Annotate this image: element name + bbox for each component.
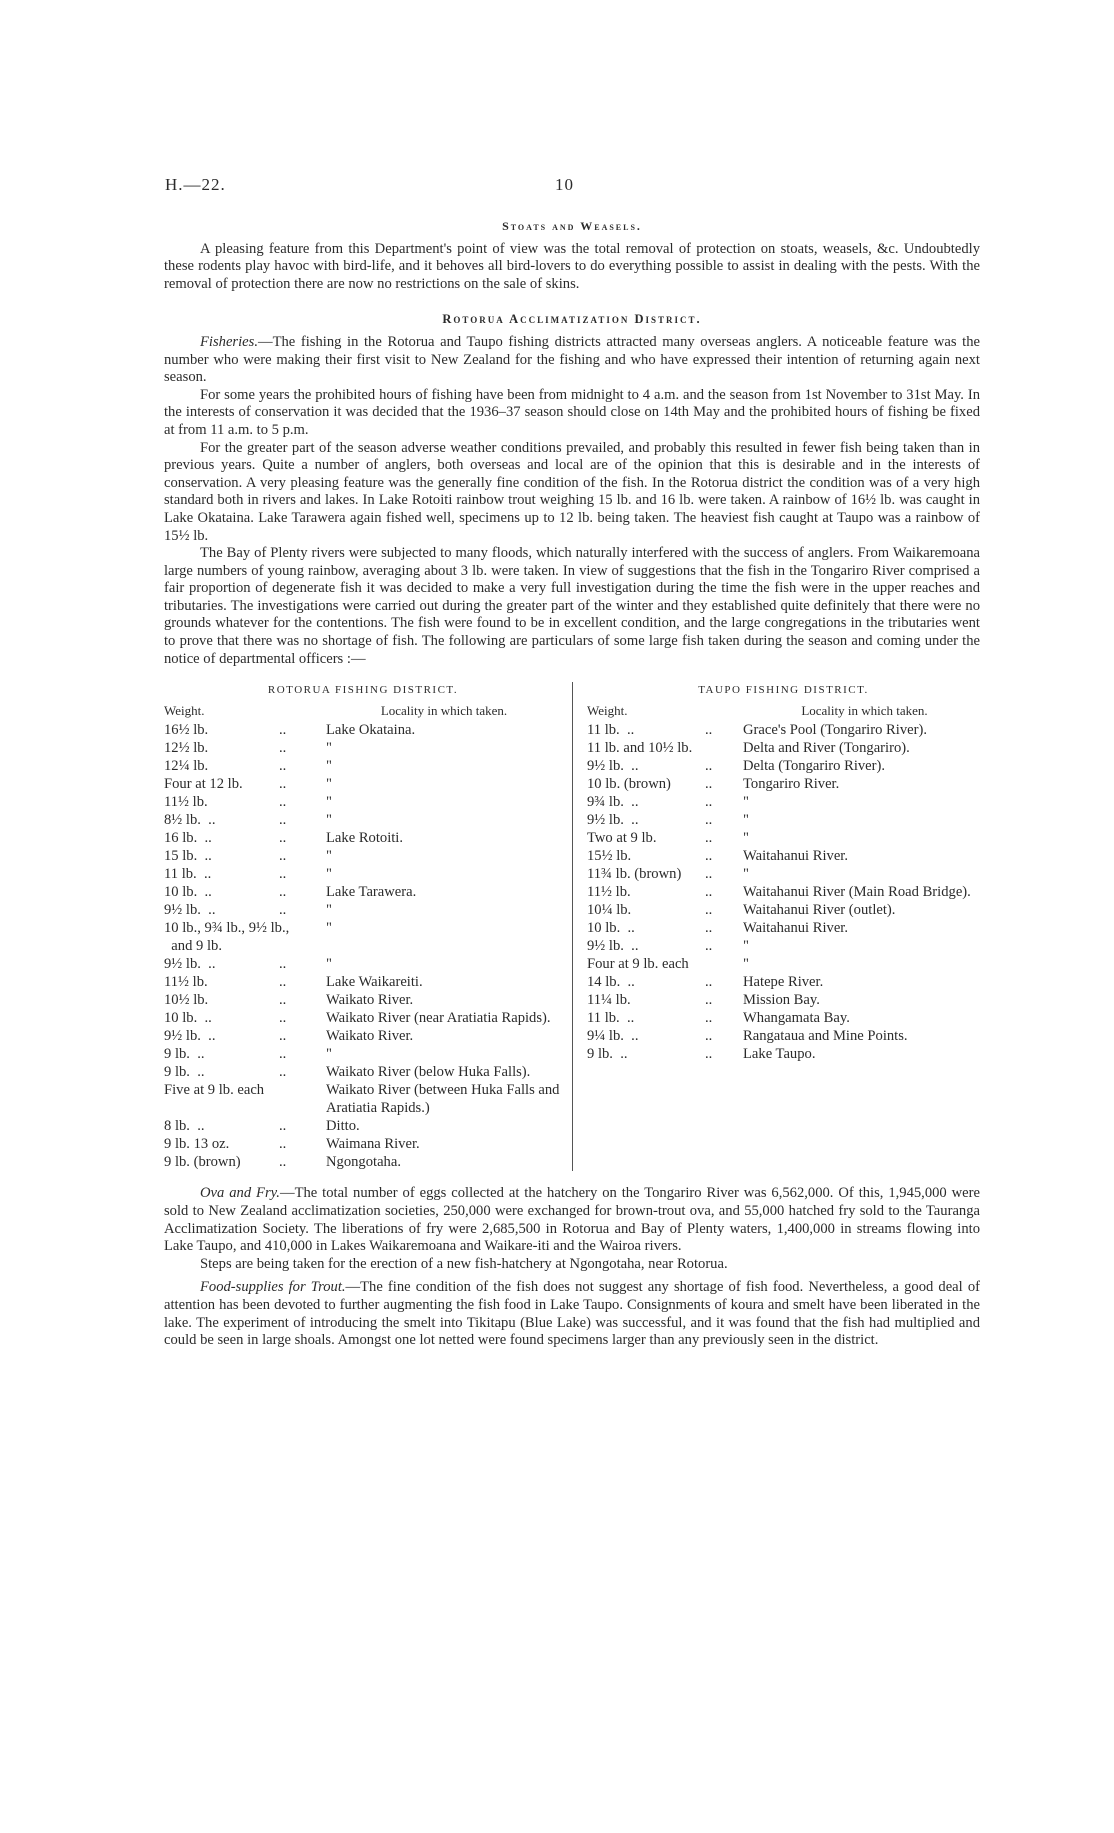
- locality-cell: ": [743, 812, 749, 829]
- locality-cell: Lake Rotoiti.: [326, 830, 404, 847]
- leader-cell: ..: [279, 866, 287, 883]
- locality-cell: ": [743, 938, 749, 955]
- fish-tables: [164, 682, 980, 1171]
- locality-cell: ": [326, 866, 332, 883]
- table-row: [587, 847, 980, 865]
- table-row: [164, 1153, 562, 1171]
- locality-cell: [326, 937, 562, 955]
- weight-cell: 9½ lb. ..: [587, 758, 639, 775]
- leader-cell: ..: [279, 830, 287, 847]
- weight-column-header: Weight.: [164, 702, 205, 718]
- table-row: [587, 1027, 980, 1045]
- weight-cell: 9½ lb. ..: [164, 956, 216, 973]
- locality-cell: Lake Waikareiti.: [326, 974, 423, 991]
- ova-text: —The total number of eggs collected at the hatchery on the Tongariro River was 6,562,000. Of this, 1,945,000 were sold to New Zealand acclimatization societies, 250,000 were exchanged for brown-trout ova, and 55,000 hatched fry sold to the Tauranga Acclimatization Society. The liberations of fry were 2,685,500 in Rotorua and Bay of Plenty waters, 1,400,000 in streams flowing into Lake Taupo, and 410,000 in Lakes Waikaremoana and Waikare-iti and the Wairoa rivers.: [164, 1185, 980, 1255]
- locality-cell: Waitahanui River.: [743, 848, 849, 865]
- weight-cell: and 9 lb.: [164, 938, 222, 955]
- weight-cell: 14 lb. ..: [587, 974, 635, 991]
- table-row: [587, 793, 980, 811]
- leader-cell: ..: [279, 1046, 287, 1063]
- table-row: [587, 811, 980, 829]
- locality-cell: ": [326, 758, 332, 775]
- table-row: [164, 739, 562, 757]
- rotorua-table-body: [164, 721, 562, 1171]
- leader-cell: ..: [279, 794, 287, 811]
- leader-cell: ..: [279, 740, 287, 757]
- table-row: [587, 757, 980, 775]
- leader-cell: ..: [279, 884, 287, 901]
- page-reference: H.—22.: [165, 175, 226, 194]
- weight-cell: 15 lb. ..: [164, 848, 212, 865]
- weight-cell: 11 lb. ..: [587, 722, 635, 739]
- rotorua-table-caption: ROTORUA FISHING DISTRICT.: [267, 684, 459, 697]
- locality-cell: ": [326, 920, 332, 937]
- table-row: [164, 721, 562, 739]
- locality-cell: ": [743, 866, 749, 883]
- table-row: [164, 1063, 562, 1081]
- weight-cell: 11¼ lb.: [587, 992, 631, 1009]
- leader-cell: ..: [705, 848, 713, 865]
- leader-cell: ..: [705, 884, 713, 901]
- weight-cell: 8½ lb. ..: [164, 812, 216, 829]
- table-row: [164, 919, 562, 937]
- weight-cell: 10 lb. ..: [164, 1010, 212, 1027]
- table-row: [587, 937, 980, 955]
- weight-cell: 9½ lb. ..: [164, 902, 216, 919]
- leader-cell: [279, 937, 326, 955]
- locality-cell: Waikato River.: [326, 992, 414, 1009]
- locality-cell: Ngongotaha.: [326, 1154, 401, 1171]
- table-row: [587, 883, 980, 901]
- locality-cell: ": [326, 776, 332, 793]
- leader-cell: ..: [705, 974, 713, 991]
- weight-cell: 9½ lb. ..: [587, 938, 639, 955]
- food-label: Food-supplies for Trout.: [200, 1279, 346, 1296]
- fisheries-text: —The fishing in the Rotorua and Taupo fishing districts attracted many overseas anglers. A noticeable feature was the number who were making their first visit to New Zealand for the fishing and who have expressed their intention of returning again next season.: [164, 333, 980, 386]
- conditions-paragraph: For the greater part of the season adverse weather conditions prevailed, and probably this resulted in fewer fish being taken than in previous years. Quite a number of anglers, both overseas and local are of the opinion that this is desirable and in the interests of conservation. A very pleasing feature was the generally fine condition of the fish. In the Rotorua district the condition was of a very high standard both in rivers and lakes. In Lake Rotoiti rainbow trout weighing 15 lb. and 16 lb. were taken. A rainbow of 16½ lb. was caught in Lake Okataina. Lake Tarawera again fished well, specimens up to 12 lb. being taken. The heaviest fish caught at Taupo was a rainbow of 15½ lb.: [164, 439, 980, 544]
- food-paragraph: [164, 1279, 980, 1349]
- locality-column-header: Locality in which taken.: [380, 702, 508, 718]
- leader-cell: ..: [279, 956, 287, 973]
- hatchery-paragraph: Steps are being taken for the erection of a new fish-hatchery at Ngongotaha, near Rotorua.: [200, 1255, 728, 1272]
- leader-cell: ..: [279, 992, 287, 1009]
- table-row: [164, 865, 562, 883]
- leader-cell: ..: [705, 794, 713, 811]
- leader-cell: ..: [279, 1136, 287, 1153]
- table-row: [164, 1009, 562, 1027]
- weight-cell: Two at 9 lb.: [587, 830, 657, 847]
- table-row: [587, 973, 980, 991]
- leader-cell: ..: [279, 974, 287, 991]
- weight-cell: 12¼ lb.: [164, 758, 209, 775]
- taupo-fish-table: [573, 682, 980, 1171]
- table-row: [164, 1027, 562, 1045]
- locality-cell: Rangataua and Mine Points.: [743, 1028, 908, 1045]
- table-row: [587, 739, 980, 757]
- locality-cell: Lake Tarawera.: [326, 884, 417, 901]
- weight-cell: 11 lb. ..: [164, 866, 212, 883]
- leader-cell: ..: [705, 866, 713, 883]
- table-row: [164, 955, 562, 973]
- locality-cell: Hatepe River.: [743, 974, 824, 991]
- table-row: [164, 1135, 562, 1153]
- locality-cell: Waimana River.: [326, 1136, 420, 1153]
- table-row: [587, 919, 980, 937]
- leader-cell: [279, 1081, 326, 1117]
- weight-cell: 9 lb. ..: [164, 1064, 205, 1081]
- rotorua-heading: Rotorua Acclimatization District.: [442, 312, 702, 327]
- table-row: [587, 829, 980, 847]
- taupo-table-header: [587, 702, 980, 720]
- weight-cell: 9½ lb. ..: [587, 812, 639, 829]
- table-row: [164, 1045, 562, 1063]
- weight-cell: 11½ lb.: [164, 974, 208, 991]
- locality-cell: Lake Taupo.: [743, 1046, 816, 1063]
- table-row: [587, 901, 980, 919]
- leader-cell: ..: [279, 812, 287, 829]
- ova-paragraph: [164, 1185, 980, 1255]
- table-row: [164, 847, 562, 865]
- locality-cell: Ditto.: [326, 1118, 360, 1135]
- locality-cell: Waikato River (between Huka Falls and Aratiatia Rapids.): [326, 1082, 560, 1117]
- locality-cell: ": [743, 830, 749, 847]
- leader-cell: ..: [705, 1046, 713, 1063]
- locality-cell: Waikato River (near Aratiatia Rapids).: [326, 1010, 551, 1027]
- weight-cell: Four at 9 lb. each: [587, 956, 689, 973]
- leader-cell: ..: [279, 902, 287, 919]
- locality-cell: Whangamata Bay.: [743, 1010, 850, 1027]
- locality-cell: ": [326, 848, 332, 865]
- leader-cell: ..: [705, 722, 713, 739]
- locality-cell: ": [326, 740, 332, 757]
- locality-cell: Grace's Pool (Tongariro River).: [743, 722, 927, 739]
- table-row: [164, 811, 562, 829]
- locality-cell: ": [326, 812, 332, 829]
- locality-cell: Waitahanui River (outlet).: [743, 902, 896, 919]
- weight-cell: 12½ lb.: [164, 740, 209, 757]
- locality-cell: Mission Bay.: [743, 992, 820, 1009]
- locality-cell: Waikato River (below Huka Falls).: [326, 1064, 531, 1081]
- weight-cell: Four at 12 lb.: [164, 776, 243, 793]
- table-row: [587, 955, 980, 973]
- leader-cell: ..: [705, 1028, 713, 1045]
- locality-cell: ": [326, 1046, 332, 1063]
- leader-cell: ..: [279, 848, 287, 865]
- weight-cell: 8 lb. ..: [164, 1118, 205, 1135]
- table-row: [587, 1009, 980, 1027]
- weight-cell: 11½ lb.: [164, 794, 208, 811]
- leader-cell: ..: [705, 812, 713, 829]
- leader-cell: ..: [705, 992, 713, 1009]
- weight-cell: 9 lb. ..: [587, 1046, 628, 1063]
- weight-cell: 9½ lb. ..: [164, 1028, 216, 1045]
- weight-cell: 9¾ lb. ..: [587, 794, 639, 811]
- fisheries-label: Fisheries.: [200, 333, 258, 350]
- leader-cell: ..: [279, 1064, 287, 1081]
- leader-cell: [279, 919, 326, 937]
- leader-cell: ..: [279, 722, 287, 739]
- weight-cell: 11 lb. ..: [587, 1010, 635, 1027]
- weight-cell: 9 lb. ..: [164, 1046, 205, 1063]
- locality-cell: Delta and River (Tongariro).: [743, 740, 910, 757]
- weight-cell: 11 lb. and 10½ lb.: [587, 740, 693, 757]
- leader-cell: ..: [705, 938, 713, 955]
- locality-cell: ": [326, 902, 332, 919]
- fisheries-paragraph: [164, 334, 980, 387]
- weight-cell: 11½ lb.: [587, 884, 631, 901]
- locality-cell: ": [743, 794, 749, 811]
- locality-cell: ": [326, 956, 332, 973]
- weight-cell: 9 lb. 13 oz.: [164, 1136, 230, 1153]
- leader-cell: ..: [705, 902, 713, 919]
- weight-cell: 15½ lb.: [587, 848, 632, 865]
- taupo-table-caption: TAUPO FISHING DISTRICT.: [698, 684, 869, 697]
- rotorua-fish-table: [164, 682, 573, 1171]
- stoats-heading: Stoats and Weasels.: [502, 219, 642, 233]
- locality-column-header: Locality in which taken.: [801, 702, 928, 718]
- locality-cell: Tongariro River.: [743, 776, 840, 793]
- leader-cell: ..: [705, 758, 713, 775]
- leader-cell: ..: [279, 1028, 287, 1045]
- table-row: [164, 973, 562, 991]
- table-row: [164, 775, 562, 793]
- table-row: [164, 1081, 562, 1117]
- locality-cell: ": [743, 956, 749, 973]
- table-row: [587, 991, 980, 1009]
- weight-cell: 10¼ lb.: [587, 902, 632, 919]
- leader-cell: ..: [279, 776, 287, 793]
- leader-cell: ..: [279, 1118, 287, 1135]
- season-paragraph: For some years the prohibited hours of fishing have been from midnight to 4 a.m. and the season from 1st November to 31st May. In the interests of conservation it was decided that the 1936–37 season should close on 14th May and the prohibited hours of fishing be fixed at from 11 a.m. to 5 p.m.: [164, 386, 980, 438]
- table-row: [164, 829, 562, 847]
- table-row: [587, 865, 980, 883]
- table-row: [164, 883, 562, 901]
- weight-cell: 10 lb. ..: [587, 920, 635, 937]
- weight-cell: 16 lb. ..: [164, 830, 212, 847]
- page-number: 10: [555, 175, 574, 194]
- leader-cell: [705, 955, 743, 973]
- bay-of-plenty-paragraph: The Bay of Plenty rivers were subjected to many floods, which naturally interfered with the success of anglers. From Waikaremoana large numbers of young rainbow, averaging about 3 lb. were taken. In view of suggestions that the fish in the Tongariro River comprised a fair proportion of degenerate fish it was decided to make a very full investigation during the time the fish were in the upper reaches and tributaries. The investigations were carried out during the greater part of the winter and they established quite definitely that there were no grounds whatever for the contentions. The fish were found to be in excellent condition, and the large congregations in the tributaries went to prove that there was no shortage of fish. The following are particulars of some large fish taken during the season and coming under the notice of departmental officers :—: [164, 545, 980, 667]
- table-row: [587, 1045, 980, 1063]
- table-row: [164, 937, 562, 955]
- table-row: [587, 721, 980, 739]
- locality-cell: Waikato River.: [326, 1028, 414, 1045]
- leader-cell: ..: [279, 1154, 287, 1171]
- leader-cell: ..: [705, 1010, 713, 1027]
- leader-cell: ..: [279, 1010, 287, 1027]
- food-text: —The fine condition of the fish does not suggest any shortage of fish food. Nevertheless, a good deal of attention has been devoted to further augmenting the fish food in Lake Taupo. Consignments of koura and smelt have been liberated in the lake. The experiment of introducing the smelt into Tikitapu (Blue Lake) was successful, and it was found that the fish had multiplied and could be seen in large shoals. Amongst one lot netted were found specimens larger than any previously seen in the district.: [164, 1279, 980, 1349]
- weight-cell: 16½ lb.: [164, 722, 209, 739]
- locality-cell: Delta (Tongariro River).: [743, 758, 886, 775]
- weight-cell: 9 lb. (brown): [164, 1154, 241, 1171]
- weight-cell: 10 lb. ..: [164, 884, 212, 901]
- leader-cell: [705, 739, 743, 757]
- table-row: [164, 901, 562, 919]
- weight-cell: 10½ lb.: [164, 992, 209, 1009]
- table-row: [164, 1117, 562, 1135]
- locality-cell: Waitahanui River (Main Road Bridge).: [743, 884, 971, 901]
- table-row: [164, 991, 562, 1009]
- table-row: [164, 793, 562, 811]
- table-row: [164, 757, 562, 775]
- leader-cell: ..: [705, 830, 713, 847]
- rotorua-table-header: [164, 702, 562, 720]
- ova-label: Ova and Fry.: [200, 1185, 280, 1202]
- weight-cell: 10 lb. (brown): [587, 776, 671, 793]
- locality-cell: Lake Okataina.: [326, 722, 416, 739]
- locality-cell: Waitahanui River.: [743, 920, 849, 937]
- leader-cell: ..: [279, 758, 287, 775]
- weight-cell: Five at 9 lb. each: [164, 1082, 265, 1099]
- taupo-table-body: [587, 721, 980, 1063]
- locality-cell: ": [326, 794, 332, 811]
- weight-cell: 9¼ lb. ..: [587, 1028, 639, 1045]
- weight-cell: 11¾ lb. (brown): [587, 866, 682, 883]
- leader-cell: ..: [705, 776, 713, 793]
- weight-column-header: Weight.: [587, 702, 628, 718]
- stoats-paragraph: A pleasing feature from this Department's point of view was the total removal of protection on stoats, weasels, &c. Undoubtedly these rodents play havoc with bird-life, and it behoves all bird-lovers to do everything possible to assist in dealing with the pests. With the removal of protection there are now no restrictions on the sale of skins.: [164, 240, 980, 292]
- weight-cell: 10 lb., 9¾ lb., 9½ lb.,: [164, 920, 290, 937]
- table-row: [587, 775, 980, 793]
- leader-cell: ..: [705, 920, 713, 937]
